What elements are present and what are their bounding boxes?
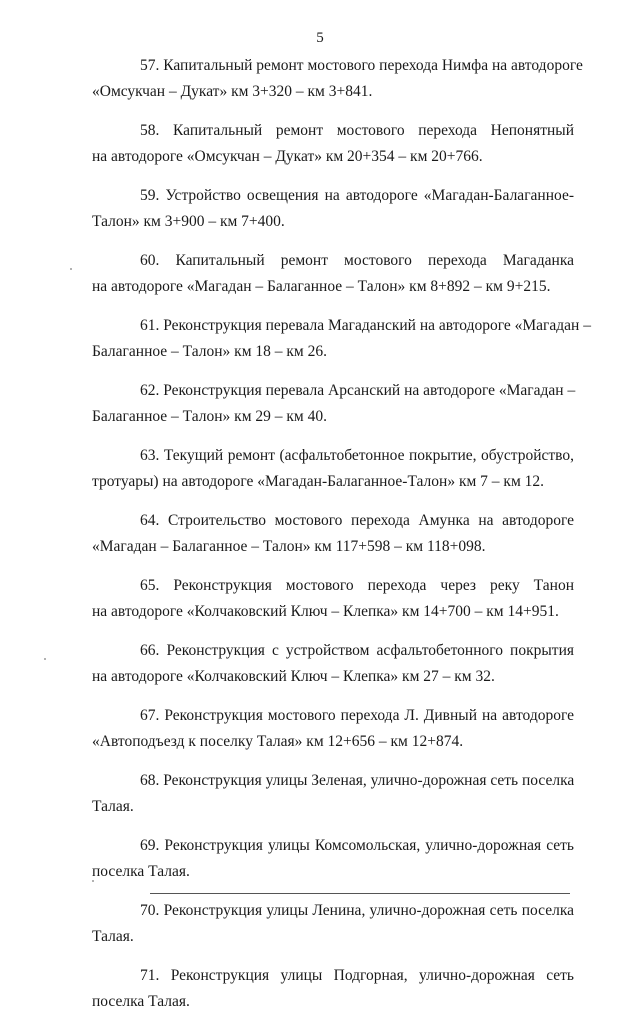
item-line: 65. Реконструкция мостового перехода через реку Танон: [140, 577, 574, 594]
list-item: [92, 638, 574, 690]
list-item: [92, 703, 574, 755]
item-line: 69. Реконструкция улицы Комсомольская, улично-дорожная сеть: [140, 837, 574, 854]
item-line: Талая.: [92, 928, 134, 945]
list-item: [92, 573, 574, 625]
item-line: «Омсукчан – Дукат» км 3+320 – км 3+841.: [92, 83, 373, 100]
list-item: [92, 898, 574, 950]
item-line: «Автоподъезд к поселку Талая» км 12+656 – км 12+874.: [92, 733, 464, 750]
item-line: 64. Строительство мостового перехода Амунка на автодороге: [140, 512, 574, 529]
item-line: на автодороге «Колчаковский Ключ – Клепка» км 27 – км 32.: [92, 668, 495, 685]
scan-speck: [70, 268, 72, 270]
item-line: на автодороге «Омсукчан – Дукат» км 20+354 – км 20+766.: [92, 148, 483, 165]
item-line: поселка Талая.: [92, 993, 190, 1010]
scan-speck: [92, 880, 94, 882]
item-list: [92, 53, 591, 1028]
item-line: Балаганное – Талон» км 29 – км 40.: [92, 408, 327, 425]
item-line: 68. Реконструкция улицы Зеленая, улично-дорожная сеть поселка: [140, 772, 575, 789]
list-item: [92, 508, 574, 560]
item-line: на автодороге «Магадан – Балаганное – Талон» км 8+892 – км 9+215.: [92, 278, 551, 295]
item-line: 59. Устройство освещения на автодороге «Магадан-Балаганное-: [140, 187, 574, 204]
item-line: 67. Реконструкция мостового перехода Л. Дивный на автодороге: [140, 707, 574, 724]
list-item: [92, 378, 574, 430]
item-line: «Магадан – Балаганное – Талон» км 117+598 – км 118+098.: [92, 538, 486, 555]
bottom-rule: [150, 893, 570, 894]
list-item: [92, 313, 591, 365]
item-line: 60. Капитальный ремонт мостового перехода Магаданка: [140, 252, 574, 269]
item-line: поселка Талая.: [92, 863, 190, 880]
item-line: Талон» км 3+900 – км 7+400.: [92, 213, 285, 230]
list-item: [92, 833, 574, 885]
list-item: [92, 118, 574, 170]
list-item: [92, 443, 574, 495]
item-line: 70. Реконструкция улицы Ленина, улично-дорожная сеть поселка: [140, 902, 574, 919]
list-item: [92, 248, 574, 300]
page-number: 5: [316, 30, 324, 46]
list-item: [92, 963, 574, 1015]
item-line: 61. Реконструкция перевала Магаданский на автодороге «Магадан –: [140, 317, 591, 334]
item-line: Балаганное – Талон» км 18 – км 26.: [92, 343, 327, 360]
scan-speck: [44, 658, 46, 660]
item-line: 58. Капитальный ремонт мостового перехода Непонятный: [140, 122, 574, 139]
list-item: [92, 53, 583, 105]
item-line: 71. Реконструкция улицы Подгорная, улично-дорожная сеть: [140, 967, 574, 984]
item-line: Талая.: [92, 798, 134, 815]
list-item: [92, 768, 574, 820]
item-line: 63. Текущий ремонт (асфальтобетонное покрытие, обустройство,: [140, 447, 574, 464]
item-line: на автодороге «Колчаковский Ключ – Клепка» км 14+700 – км 14+951.: [92, 603, 559, 620]
item-line: 62. Реконструкция перевала Арсанский на автодороге «Магадан –: [140, 382, 576, 399]
item-line: 66. Реконструкция с устройством асфальтобетонного покрытия: [140, 642, 574, 659]
item-line: 57. Капитальный ремонт мостового перехода Нимфа на автодороге: [140, 57, 583, 74]
list-item: [92, 183, 574, 235]
item-line: тротуары) на автодороге «Магадан-Балаганное-Талон» км 7 – км 12.: [92, 473, 544, 490]
